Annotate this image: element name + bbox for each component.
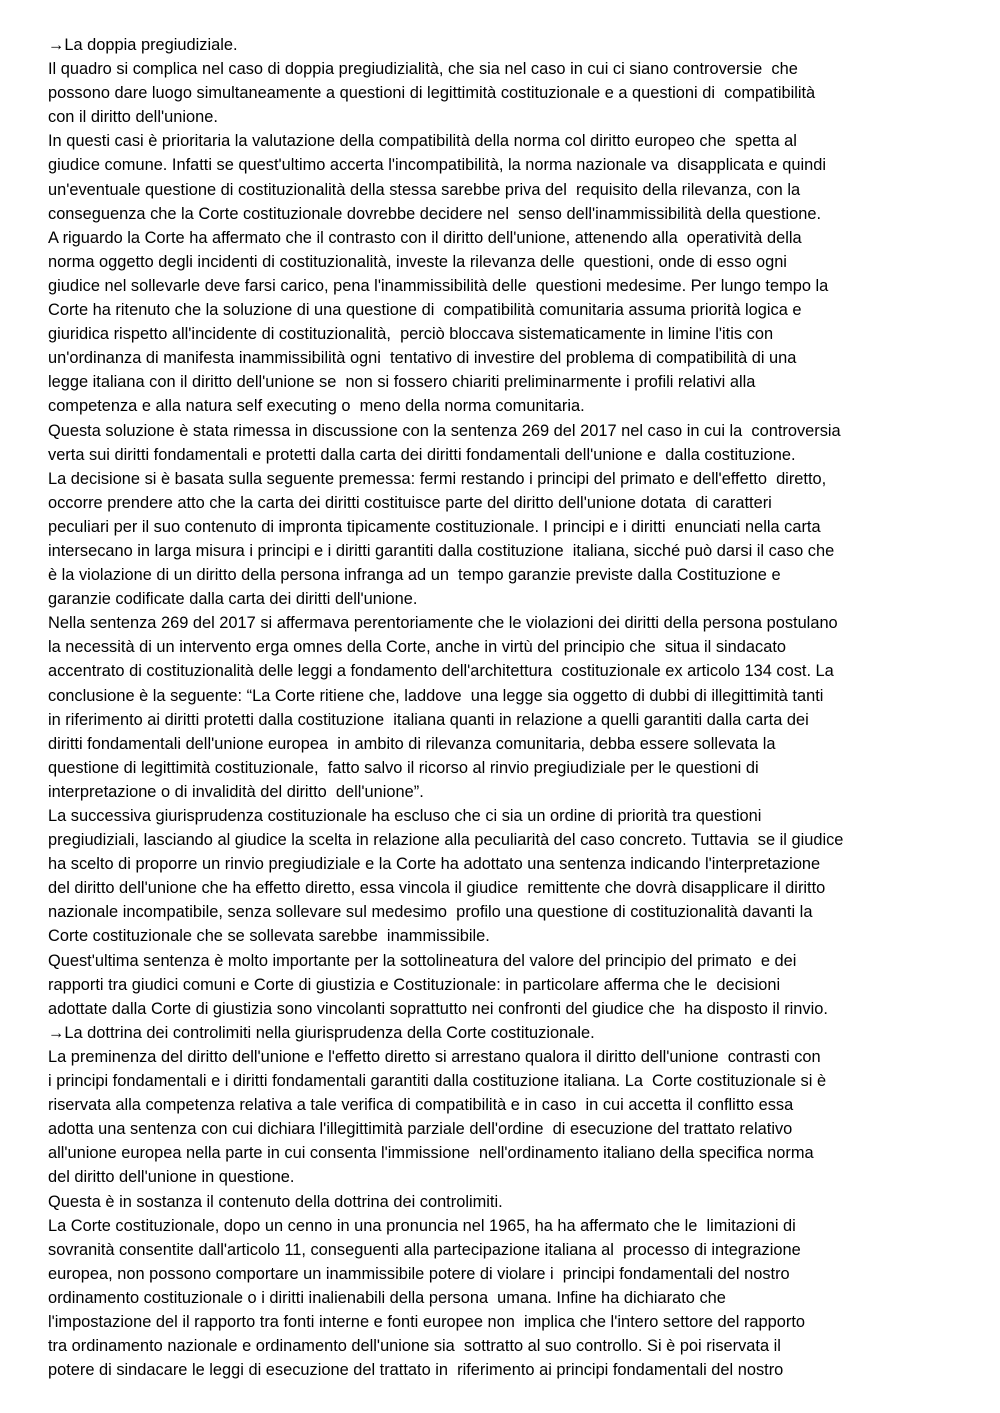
text-line: A riguardo la Corte ha affermato che il contrasto con il diritto dell'unione, attenendo alla operatività della — [48, 228, 802, 247]
text-line: Corte costituzionale che se sollevata sarebbe inammissibile. — [48, 927, 490, 946]
text-line: Questa soluzione è stata rimessa in discussione con la sentenza 269 del 2017 nel caso in cui la controversia — [48, 421, 841, 440]
text-line: è la violazione di un diritto della persona infranga ad un tempo garanzie previste dalla Costituzione e — [48, 566, 781, 585]
text-line: In questi casi è prioritaria la valutazione della compatibilità della norma col diritto europeo che spetta al — [48, 132, 797, 151]
text-line: l'impostazione del il rapporto tra fonti interne e fonti europee non implica che l'intero settore del rapporto — [48, 1312, 806, 1331]
text-line: adottate dalla Corte di giustizia sono vincolanti soprattutto nei confronti del giudice che ha disposto il rinvio. — [48, 999, 828, 1018]
text-line: diritti fondamentali dell'unione europea in ambito di rilevanza comunitaria, debba essere sollevata la — [48, 734, 776, 753]
text-line: del diritto dell'unione che ha effetto diretto, essa vincola il giudice remittente che dovrà disapplicare il diritto — [48, 879, 826, 898]
text-line: Il quadro si complica nel caso di doppia pregiudizialità, che sia nel caso in cui ci siano controversie che — [48, 60, 798, 79]
text-line: →La doppia pregiudiziale. — [48, 36, 238, 54]
text-line: legge italiana con il diritto dell'unione se non si fossero chiariti preliminarmente i profili relativi alla — [48, 373, 756, 392]
text-line: La decisione si è basata sulla seguente premessa: fermi restando i principi del primato e dell'effetto diretto, — [48, 469, 827, 488]
text-line: ha scelto di proporre un rinvio pregiudiziale e la Corte ha adottato una sentenza indicando l'interpretazione — [48, 855, 821, 874]
text-line: un'eventuale questione di costituzionalità della stessa sarebbe priva del requisito della rilevanza, con la — [48, 180, 801, 199]
text-line: con il diritto dell'unione. — [48, 108, 218, 127]
text-line: peculiari per il suo contenuto di impronta tipicamente costituzionale. I principi e i diritti enunciati nella carta — [48, 517, 821, 536]
text-line: europea, non possono comportare un inammissibile potere di violare i principi fondamentali del nostro — [48, 1264, 790, 1283]
text-line: norma oggetto degli incidenti di costituzionalità, investe la rilevanza delle questioni, onde di esso ogni — [48, 252, 787, 271]
text-line: i principi fondamentali e i diritti fondamentali garantiti dalla costituzione italiana. La Corte costituzionale si è — [48, 1072, 827, 1091]
text-line: La successiva giurisprudenza costituzionale ha escluso che ci sia un ordine di priorità tra questioni — [48, 807, 762, 825]
text-line: verta sui diritti fondamentali e protetti dalla carta dei diritti fondamentali dell'unione e dalla costituzione. — [48, 445, 796, 464]
text-line: nazionale incompatibile, senza sollevare sul medesimo profilo una questione di costituzionalità davanti la — [48, 903, 813, 922]
text-line: in riferimento ai diritti protetti dalla costituzione italiana quanti in relazione a quelli garantiti dalla carta dei — [48, 710, 809, 729]
text-line: accentrato di costituzionalità delle leggi a fondamento dell'architettura costituzionale ex articolo 134 cost. La — [48, 662, 834, 681]
text-line: un'ordinanza di manifesta inammissibilità ogni tentativo di investire del problema di compatibilità di una — [48, 349, 797, 368]
text-line: competenza e alla natura self executing o meno della norma comunitaria. — [48, 397, 585, 416]
text-line: adotta una sentenza con cui dichiara l'illegittimità parziale dell'ordine di esecuzione del trattato relativo — [48, 1120, 793, 1139]
text-line: Corte ha ritenuto che la soluzione di una questione di compatibilità comunitaria assuma priorità logica e — [48, 301, 802, 320]
text-line: giudice comune. Infatti se quest'ultimo accerta l'incompatibilità, la norma nazionale va disapplicata e quindi — [48, 156, 826, 175]
text-line: Nella sentenza 269 del 2017 si affermava perentoriamente che le violazioni dei diritti della persona postulano — [48, 614, 838, 633]
text-line: interpretazione o di invalidità del diritto dell'unione”. — [48, 782, 424, 801]
text-line: del diritto dell'unione in questione. — [48, 1168, 295, 1187]
text-line: potere di sindacare le leggi di esecuzione del trattato in riferimento ai principi fondamentali del nostro — [48, 1361, 784, 1380]
text-line: →La dottrina dei controlimiti nella giurisprudenza della Corte costituzionale. — [48, 1023, 595, 1042]
text-line: tra ordinamento nazionale e ordinamento dell'unione sia sottratto al suo controllo. Si è poi riservata il — [48, 1337, 781, 1356]
text-line: all'unione europea nella parte in cui consenta l'immissione nell'ordinamento italiano della specifica norma — [48, 1144, 814, 1163]
text-line: garanzie codificate dalla carta dei diritti dell'unione. — [48, 590, 418, 609]
text-line: la necessità di un intervento erga omnes della Corte, anche in virtù del principio che situa il sindacato — [48, 638, 786, 657]
text-line: conclusione è la seguente: “La Corte ritiene che, laddove una legge sia oggetto di dubbi di illegittimità tanti — [48, 686, 824, 705]
text-line: La preminenza del diritto dell'unione e l'effetto diretto si arrestano qualora il diritto dell'unione contrasti con — [48, 1047, 821, 1066]
text-line: Quest'ultima sentenza è molto importante per la sottolineatura del valore del principio del primato e dei — [48, 951, 797, 970]
text-line: intersecano in larga misura i principi e i diritti garantiti dalla costituzione italiana, sicché può darsi il caso che — [48, 541, 835, 560]
document-page — [48, 33, 953, 1382]
text-line: pregiudiziali, lasciando al giudice la scelta in relazione alla peculiarità del caso concreto. Tuttavia se il giudice — [48, 831, 844, 850]
text-line: possono dare luogo simultaneamente a questioni di legittimità costituzionale e a questioni di compatibilità — [48, 84, 816, 103]
text-line: riservata alla competenza relativa a tale verifica di compatibilità e in caso in cui accetta il conflitto essa — [48, 1096, 794, 1115]
text-line: ordinamento costituzionale o i diritti inalienabili della persona umana. Infine ha dichiarato che — [48, 1288, 726, 1307]
text-line: sovranità consentite dall'articolo 11, conseguenti alla partecipazione italiana al processo di integrazione — [48, 1240, 801, 1259]
text-line: questione di legittimità costituzionale, fatto salvo il ricorso al rinvio pregiudiziale per le questioni di — [48, 758, 759, 777]
text-line: occorre prendere atto che la carta dei diritti costituisce parte del diritto dell'unione dotata di caratteri — [48, 493, 772, 512]
text-line: giudice nel sollevarle deve farsi carico, pena l'inammissibilità delle questioni medesime. Per lungo tempo la — [48, 276, 829, 295]
text-line: rapporti tra giudici comuni e Corte di giustizia e Costituzionale: in particolare afferma che le decisioni — [48, 975, 781, 994]
text-line: Questa è in sostanza il contenuto della dottrina dei controlimiti. — [48, 1192, 503, 1211]
text-line: giuridica rispetto all'incidente di costituzionalità, perciò bloccava sistematicamente in limine l'itis con — [48, 325, 774, 344]
text-line: La Corte costituzionale, dopo un cenno in una pronuncia nel 1965, ha ha affermato che le limitazioni di — [48, 1216, 796, 1235]
text-line: conseguenza che la Corte costituzionale dovrebbe decidere nel senso dell'inammissibilità della questione. — [48, 204, 822, 223]
